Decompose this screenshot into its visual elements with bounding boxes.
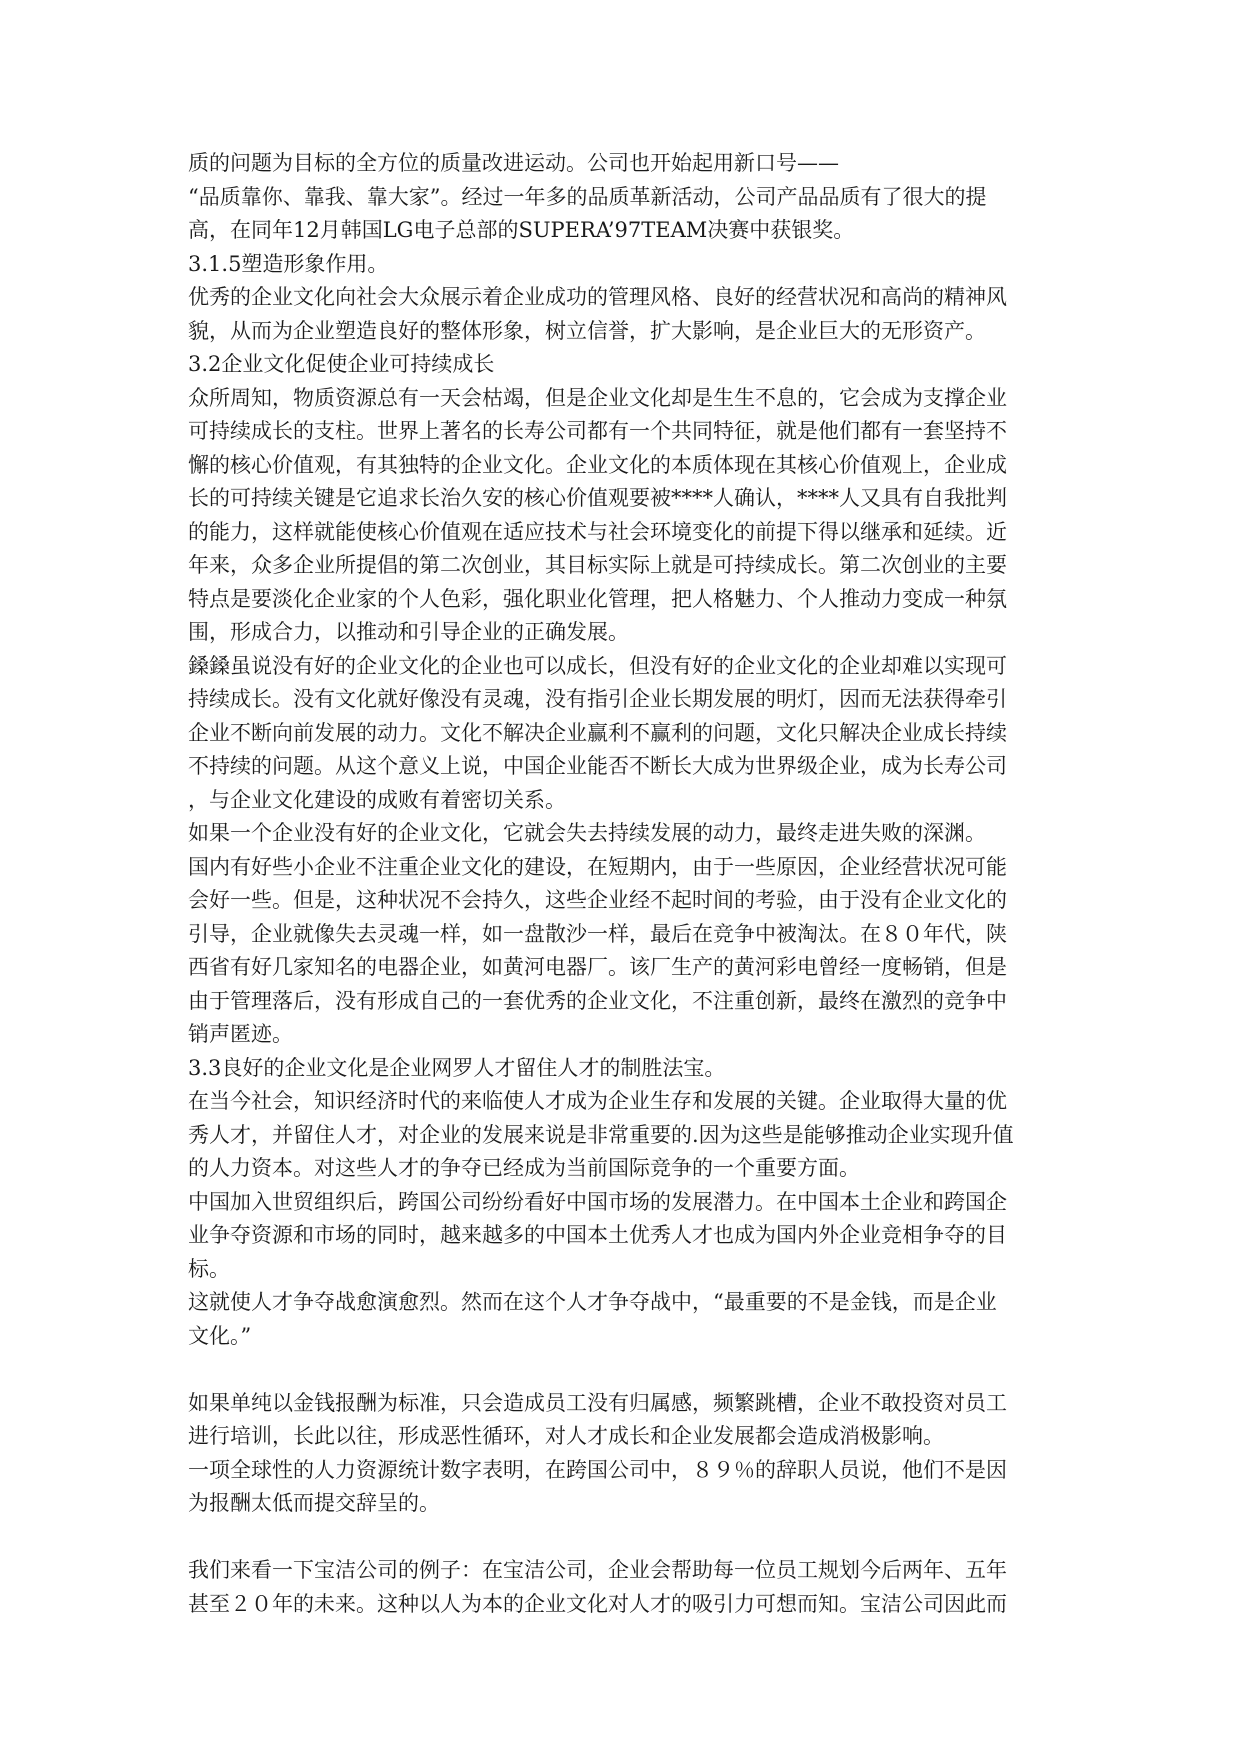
text-line: “品质靠你、靠我、靠大家”。经过一年多的品质革新活动，公司产品品质有了很大的提: [188, 184, 987, 209]
text-line: 可持续成长的支柱。世界上著名的长寿公司都有一个共同特征，就是他们都有一套坚持不: [188, 419, 1007, 443]
text-line: 的人力资本。对这些人才的争夺已经成为当前国际竞争的一个重要方面。: [188, 1156, 860, 1180]
text-line: ，与企业文化建设的成败有着密切关系。: [188, 787, 566, 812]
text-line: 质的问题为目标的全方位的质量改进运动。公司也开始起用新口号——: [188, 151, 839, 175]
text-line: 标。: [188, 1256, 230, 1281]
text-line: 业争夺资源和市场的同时，越来越多的中国本土优秀人才也成为国内外企业竞相争夺的目: [188, 1223, 1007, 1247]
text-line: 我们来看一下宝洁公司的例子：在宝洁公司，企业会帮助每一位员工规划今后两年、五年: [188, 1558, 1007, 1582]
blank-line: [188, 1353, 1088, 1387]
text-line: 由于管理落后，没有形成自己的一套优秀的企业文化，不注重创新，最终在激烈的竞争中: [188, 988, 1007, 1013]
text-line: 引导，企业就像失去灵魂一样，如一盘散沙一样，最后在竞争中被淘汰。在８０年代，陕: [188, 921, 1007, 946]
text-line: 文化。”: [188, 1323, 252, 1348]
document-body: [188, 147, 1088, 1621]
text-line: 持续成长。没有文化就好像没有灵魂，没有指引企业长期发展的明灯，因而无法获得牵引: [188, 687, 1007, 711]
text-line: 中国加入世贸组织后，跨国公司纷纷看好中国市场的发展潜力。在中国本土企业和跨国企: [188, 1189, 1007, 1214]
text-line: 3.2企业文化促使企业可持续成长: [188, 352, 495, 376]
text-line: 长的可持续关键是它追求长治久安的核心价值观要被****人确认，****人又具有自我批判: [188, 486, 1007, 510]
text-line: 在当今社会，知识经济时代的来临使人才成为企业生存和发展的关键。企业取得大量的优: [188, 1089, 1007, 1113]
text-line: 如果单纯以金钱报酬为标准，只会造成员工没有归属感，频繁跳槽，企业不敢投资对员工: [188, 1390, 1007, 1415]
text-line: 众所周知，物质资源总有一天会枯竭，但是企业文化却是生生不息的，它会成为支撑企业: [188, 385, 1007, 410]
text-line: 优秀的企业文化向社会大众展示着企业成功的管理风格、良好的经营状况和高尚的精神风: [188, 285, 1007, 309]
text-line: 甚至２０年的未来。这种以人为本的企业文化对人才的吸引力可想而知。宝洁公司因此而: [188, 1591, 1007, 1616]
text-line: 懈的核心价值观，有其独特的企业文化。企业文化的本质体现在其核心价值观上，企业成: [188, 452, 1007, 477]
blank-line: [188, 1521, 1088, 1555]
text-line: 的能力，这样就能使核心价值观在适应技术与社会环境变化的前提下得以继承和延续。近: [188, 519, 1007, 544]
text-line: 国内有好些小企业不注重企业文化的建设，在短期内，由于一些原因，企业经营状况可能: [188, 854, 1007, 879]
text-line: 会好一些。但是，这种状况不会持久，这些企业经不起时间的考验，由于没有企业文化的: [188, 888, 1007, 912]
text-line: 特点是要淡化企业家的个人色彩，强化职业化管理，把人格魅力、个人推动力变成一种氛: [188, 586, 1007, 611]
text-line: 进行培训，长此以往，形成恶性循环，对人才成长和企业发展都会造成消极影响。: [188, 1424, 944, 1448]
text-line: 西省有好几家知名的电器企业，如黄河电器厂。该厂生产的黄河彩电曾经一度畅销，但是: [188, 955, 1007, 979]
text-line: 企业不断向前发展的动力。文化不解决企业赢利不赢利的问题，文化只解决企业成长持续: [188, 720, 1007, 745]
text-line: 不持续的问题。从这个意义上说，中国企业能否不断长大成为世界级企业，成为长寿公司: [188, 754, 1007, 778]
text-line: 3.3良好的企业文化是企业网罗人才留住人才的制胜法宝。: [188, 1055, 726, 1080]
text-line: 一项全球性的人力资源统计数字表明，在跨国公司中，８９％的辞职人员说，他们不是因: [188, 1457, 1007, 1482]
text-line: 秀人才，并留住人才，对企业的发展来说是非常重要的.因为这些是能够推动企业实现升值: [188, 1122, 1014, 1147]
text-line: 3.1.5塑造形象作用。: [188, 251, 389, 276]
text-line: 围，形成合力，以推动和引导企业的正确发展。: [188, 620, 629, 644]
text-line: 如果一个企业没有好的企业文化，它就会失去持续发展的动力，最终走进失败的深渊。: [188, 821, 986, 845]
text-line: 为报酬太低而提交辞呈的。: [188, 1491, 440, 1515]
text-line: 这就使人才争夺战愈演愈烈。然而在这个人才争夺战中，“最重要的不是金钱，而是企业: [188, 1290, 997, 1314]
text-line: 貌，从而为企业塑造良好的整体形象，树立信誉，扩大影响，是企业巨大的无形资产。: [188, 318, 986, 343]
text-line: 销声匿迹。: [188, 1022, 293, 1046]
text-line: 高，在同年12月韩国LG电子总部的SUPERA’97TEAM决赛中获银奖。: [188, 218, 855, 242]
text-line: 年来，众多企业所提倡的第二次创业，其目标实际上就是可持续成长。第二次创业的主要: [188, 553, 1007, 577]
text-line: 鎟鎟虽说没有好的企业文化的企业也可以成长，但没有好的企业文化的企业却难以实现可: [188, 653, 1007, 678]
